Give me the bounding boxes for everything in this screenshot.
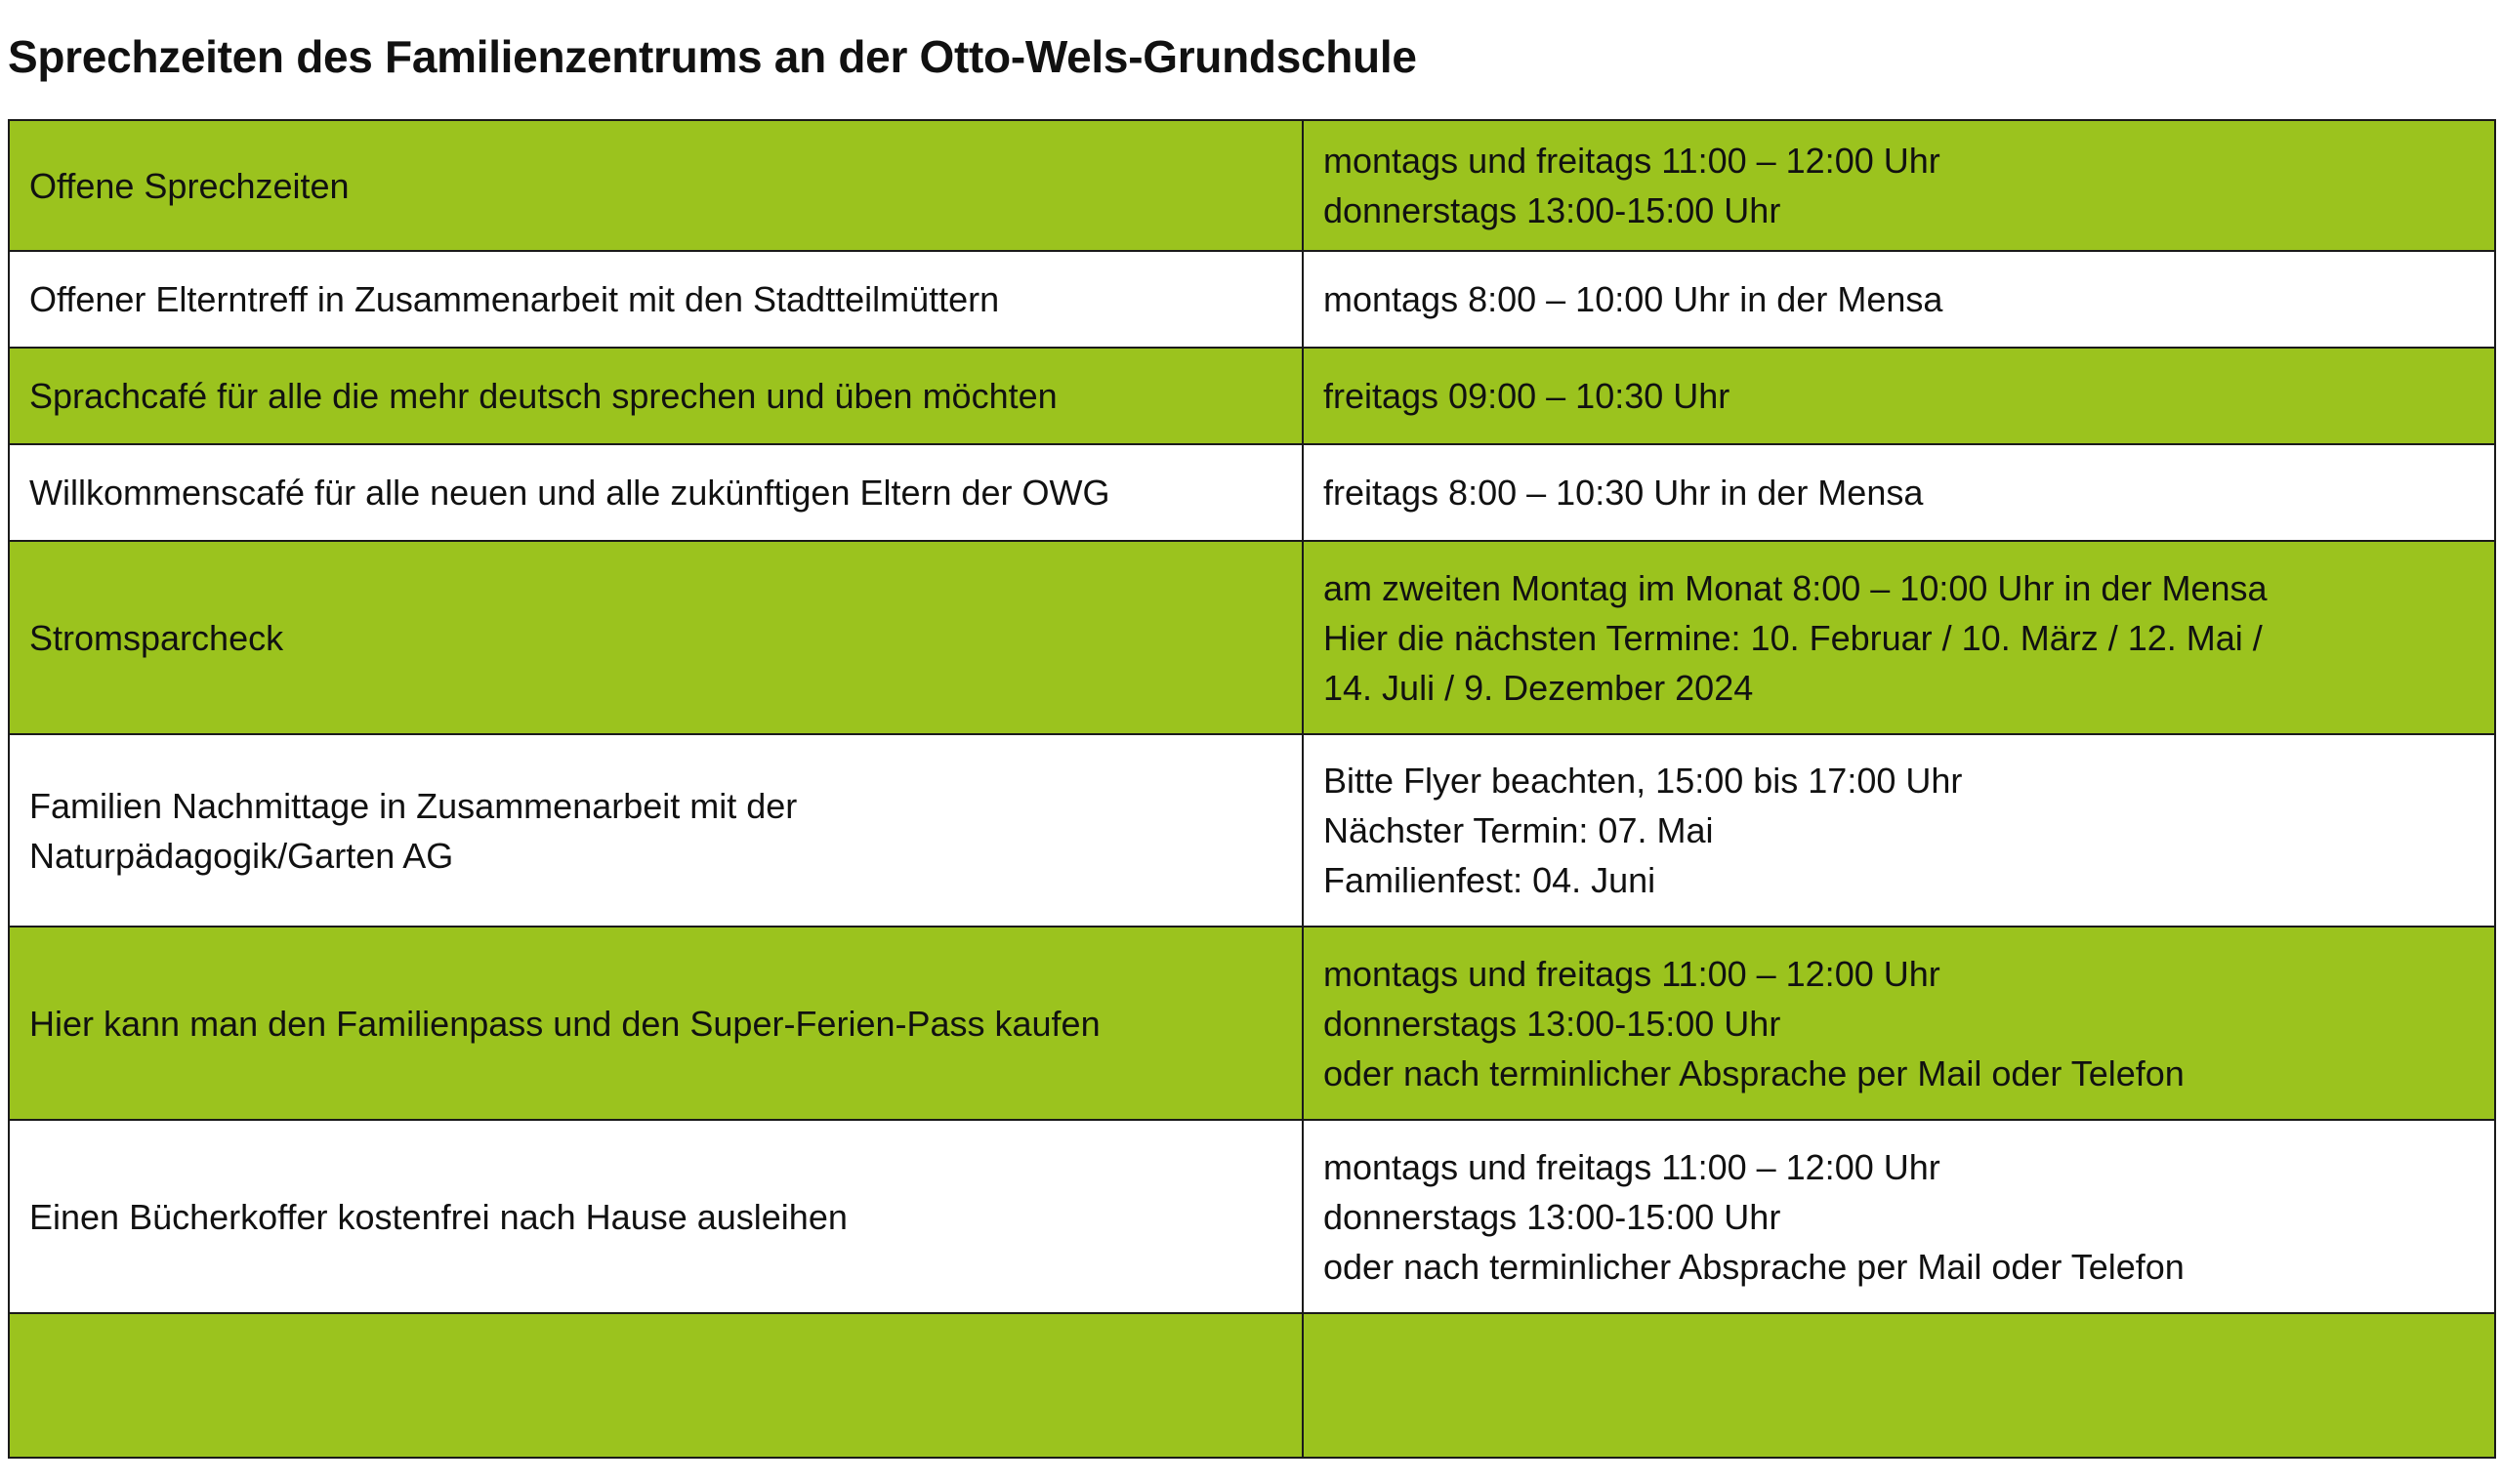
- time-cell: [1303, 927, 2495, 1120]
- activity-text: Naturpädagogik/Garten AG: [29, 835, 454, 876]
- activity-cell: [9, 927, 1303, 1120]
- time-cell: [1303, 541, 2495, 734]
- time-text: donnerstags 13:00-15:00 Uhr: [1323, 1196, 1781, 1237]
- schedule-table: [8, 119, 2496, 1459]
- activity-cell: [9, 734, 1303, 927]
- empty-cell: [9, 1313, 1303, 1458]
- table-row: [9, 734, 2495, 927]
- time-text: 14. Juli / 9. Dezember 2024: [1323, 667, 1754, 708]
- table-row: [9, 251, 2495, 348]
- table-row: [9, 927, 2495, 1120]
- activity-text: Einen Bücherkoffer kostenfrei nach Hause ausleihen: [29, 1196, 848, 1237]
- time-text: montags und freitags 11:00 – 12:00 Uhr: [1323, 1146, 1940, 1187]
- time-text: Bitte Flyer beachten, 15:00 bis 17:00 Uhr: [1323, 761, 1963, 801]
- time-text: oder nach terminlicher Absprache per Mail oder Telefon: [1323, 1246, 2185, 1287]
- activity-cell: [9, 348, 1303, 444]
- activity-text: Familien Nachmittage in Zusammenarbeit mit der: [29, 785, 798, 826]
- time-cell: [1303, 734, 2495, 927]
- time-text: freitags 8:00 – 10:30 Uhr in der Mensa: [1323, 473, 1924, 513]
- activity-cell: [9, 444, 1303, 541]
- time-text: montags und freitags 11:00 – 12:00 Uhr: [1323, 953, 1940, 994]
- time-text: am zweiten Montag im Monat 8:00 – 10:00 Uhr in der Mensa: [1323, 567, 2268, 608]
- activity-cell: [9, 1120, 1303, 1313]
- activity-text: Willkommenscafé für alle neuen und alle zukünftigen Eltern der OWG: [29, 473, 1110, 513]
- activity-text: Stromsparcheck: [29, 617, 284, 658]
- time-text: freitags 09:00 – 10:30 Uhr: [1323, 376, 1730, 416]
- page-title: Sprechzeiten des Familienzentrums an der Otto-Wels-Grundschule: [8, 31, 1417, 82]
- time-text: montags 8:00 – 10:00 Uhr in der Mensa: [1323, 279, 1943, 319]
- time-text: Hier die nächsten Termine: 10. Februar / 10. März / 12. Mai /: [1323, 617, 2263, 658]
- time-text: oder nach terminlicher Absprache per Mail oder Telefon: [1323, 1052, 2185, 1093]
- time-cell: [1303, 1120, 2495, 1313]
- activity-text: Offene Sprechzeiten: [29, 165, 350, 206]
- time-cell: [1303, 251, 2495, 348]
- activity-cell: [9, 541, 1303, 734]
- time-cell: [1303, 348, 2495, 444]
- time-text: montags und freitags 11:00 – 12:00 Uhr: [1323, 141, 1940, 181]
- table-row: [9, 348, 2495, 444]
- activity-cell: [9, 251, 1303, 348]
- activity-text: Hier kann man den Familienpass und den Super-Ferien-Pass kaufen: [29, 1003, 1101, 1044]
- activity-text: Offener Elterntreff in Zusammenarbeit mit den Stadtteilmüttern: [29, 279, 1000, 319]
- table-row: [9, 1313, 2495, 1458]
- empty-cell: [1303, 1313, 2495, 1458]
- table-row: [9, 1120, 2495, 1313]
- time-text: donnerstags 13:00-15:00 Uhr: [1323, 1003, 1781, 1044]
- activity-text: Sprachcafé für alle die mehr deutsch sprechen und üben möchten: [29, 376, 1058, 416]
- table-row: [9, 541, 2495, 734]
- activity-cell: [9, 120, 1303, 251]
- time-cell: [1303, 120, 2495, 251]
- table-row: [9, 120, 2495, 251]
- time-text: Nächster Termin: 07. Mai: [1323, 810, 1714, 850]
- table-row: [9, 444, 2495, 541]
- time-text: Familienfest: 04. Juni: [1323, 860, 1656, 900]
- time-text: donnerstags 13:00-15:00 Uhr: [1323, 190, 1781, 230]
- time-cell: [1303, 444, 2495, 541]
